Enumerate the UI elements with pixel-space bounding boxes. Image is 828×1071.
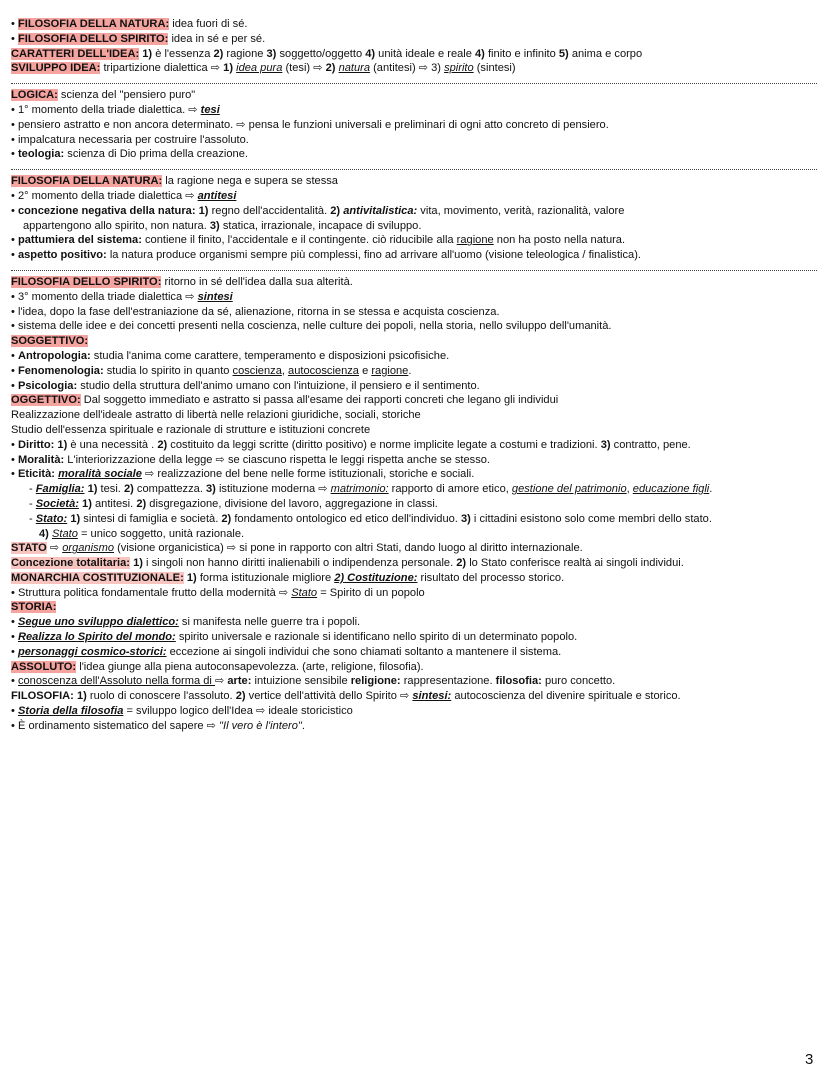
text-segment: l'idea, dopo la fase dell'estraniazione da sé, alienazione, ritorna in se stessa e acquista coscienza. [17, 305, 500, 318]
text-line [11, 600, 817, 615]
section-heading: OGGETTIVO: [11, 394, 81, 407]
list-item [11, 17, 817, 32]
section-heading: SOGGETTIVO: [11, 335, 89, 348]
emphasis-text: 2) [136, 497, 147, 510]
emphasis-text: pattumiera del sistema: [17, 234, 142, 247]
text-line [11, 527, 817, 542]
text-segment: i singoli non hanno diritti inalienabili o indipendenza personale. [142, 557, 457, 570]
emphasis-text: autocoscienza [288, 364, 359, 377]
text-segment: ⇨ [214, 675, 228, 688]
emphasis-text: 3) [600, 438, 611, 451]
list-item [11, 379, 817, 394]
list-item [11, 467, 817, 482]
text-segment: scienza del "pensiero puro" [57, 89, 196, 102]
emphasis-text: 3) [209, 219, 220, 232]
text-segment: , [626, 483, 633, 496]
text-segment: Dal soggetto immediato e astratto si passa all'esame dei rapporti concreti che legano gli individui [80, 394, 559, 407]
text-segment: pensiero astratto e non ancora determinato. ⇨ pensa le funzioni universali e preliminari di ogni atto concreto di pensiero. [17, 118, 609, 131]
list-item [11, 645, 817, 660]
text-segment: 1° momento della triade dialettica. ⇨ [17, 103, 201, 116]
text-segment: spirito universale e razionale si identificano nello spirito di un determinato popolo. [175, 631, 578, 644]
text-segment: soggetto/oggetto [276, 47, 366, 60]
section-heading: FILOSOFIA DELLA NATURA: [17, 18, 170, 30]
text-segment: risultato del processo storico. [417, 571, 565, 584]
bullet: • [11, 305, 18, 318]
text-line [11, 408, 817, 423]
emphasis-text: 2) [157, 438, 168, 451]
section-heading: FILOSOFIA DELLO SPIRITO: [11, 275, 162, 288]
text-segment: = Spirito di un popolo [317, 586, 425, 599]
emphasis-text: 4) [39, 527, 49, 540]
text-segment: sintesi di famiglia e società. [80, 512, 222, 525]
list-item [11, 497, 817, 512]
bullet: • [11, 438, 18, 451]
emphasis-text: arte: [227, 675, 252, 688]
emphasis-text: 2) [325, 62, 336, 75]
text-line [11, 174, 817, 189]
emphasis-text: 1) [142, 47, 153, 60]
list-item [11, 248, 817, 263]
text-segment: 2° momento della triade dialettica ⇨ [17, 189, 198, 202]
emphasis-text: 1) [223, 62, 234, 75]
bullet: • [11, 204, 18, 217]
text-segment: idea in sé e per sé. [168, 32, 266, 45]
section-heading: STORIA: [11, 601, 57, 614]
emphasis-text: organismo [62, 542, 115, 555]
text-segment: statica, irrazionale, incapace di sviluppo. [219, 219, 422, 232]
list-item [11, 319, 817, 334]
dotted-separator [11, 163, 817, 170]
text-segment: appartengono allo spirito, non natura. [23, 219, 210, 232]
list-item [11, 204, 817, 219]
text-segment: Realizzazione dell'ideale astratto di libertà nelle relazioni giuridiche, sociali, storiche [11, 409, 421, 422]
emphasis-text: sintesi: [412, 690, 452, 703]
emphasis-text: Eticità: [17, 468, 55, 481]
emphasis-text: Segue uno sviluppo dialettico: [17, 616, 179, 629]
text-segment: . [709, 483, 713, 496]
emphasis-text: Antropologia: [17, 349, 91, 362]
emphasis-text: personaggi cosmico-storici: [17, 645, 167, 658]
emphasis-text: Fenomenologia: [17, 364, 104, 377]
text-segment: = unico soggetto, unità razionale. [77, 527, 245, 540]
list-item [11, 133, 817, 148]
list-item [11, 32, 817, 47]
bullet: • [11, 719, 18, 732]
emphasis-text: "Il vero è l'intero" [219, 719, 302, 732]
list-item [11, 674, 817, 689]
list-item [11, 512, 817, 527]
list-item [11, 615, 817, 630]
text-line [11, 660, 817, 675]
list-item [11, 586, 817, 601]
bullet: • [11, 234, 18, 247]
text-segment: autocoscienza del divenire spirituale e storico. [451, 690, 681, 703]
bullet: • [11, 249, 18, 262]
text-segment: contratto, pene. [610, 438, 691, 451]
bullet: • [11, 453, 18, 466]
emphasis-text: Moralità: [17, 453, 65, 466]
dotted-separator [11, 264, 817, 271]
list-item [11, 147, 817, 162]
text-segment: antitesi. [91, 497, 137, 510]
text-segment: scienza di Dio prima della creazione. [64, 148, 248, 161]
text-segment: , [281, 364, 289, 377]
bullet: • [11, 379, 18, 392]
text-segment: (tesi) ⇨ [282, 62, 326, 75]
bullet: - [29, 497, 36, 510]
bullet: • [11, 118, 18, 131]
emphasis-text: 4) [365, 47, 376, 60]
text-line [11, 423, 817, 438]
text-segment: anima e corpo [568, 47, 643, 60]
emphasis-text: 1) [57, 438, 68, 451]
text-segment: studia lo spirito in quanto [103, 364, 233, 377]
text-segment: studio della struttura dell'animo umano con l'intuizione, il pensiero e il sentimento. [77, 379, 480, 392]
list-item [11, 290, 817, 305]
text-segment: costituito da leggi scritte (diritto positivo) e norme implicite legate a costumi e tradizioni. [167, 438, 601, 451]
text-segment: fondamento ontologico ed etico dell'individuo. [231, 512, 461, 525]
text-segment: eccezione ai singoli individui che sono chiamati soltanto a mantenere il sistema. [166, 645, 562, 658]
emphasis-text: Storia della filosofia [17, 705, 124, 718]
text-segment: È ordinamento sistematico del sapere ⇨ [17, 719, 220, 732]
text-segment: 3° momento della triade dialettica ⇨ [17, 290, 198, 303]
text-segment: vita, movimento, verità, razionalità, valore [417, 204, 625, 217]
emphasis-text: aspetto positivo: [17, 249, 107, 262]
list-item [11, 630, 817, 645]
bullet: - [29, 483, 36, 496]
text-segment: intuizione sensibile [251, 675, 351, 688]
emphasis-text: ragione [456, 234, 494, 247]
text-segment: forma istituzionale migliore [196, 571, 335, 584]
emphasis-text: 2) [456, 557, 467, 570]
bullet: • [11, 631, 18, 644]
emphasis-text: antitesi [197, 189, 237, 202]
text-segment: studia l'anima come carattere, temperamento e disposizioni psicofisiche. [90, 349, 450, 362]
text-segment: e [358, 364, 372, 377]
emphasis-text: concezione negativa della natura: [17, 204, 196, 217]
bullet: • [11, 705, 18, 718]
list-item [11, 189, 817, 204]
bullet: • [11, 148, 18, 161]
emphasis-text: spirito [444, 62, 474, 75]
bullet: • [11, 349, 18, 362]
emphasis-text: 3) [266, 47, 277, 60]
text-segment: ruolo di conoscere l'assoluto. [86, 690, 236, 703]
text-line [11, 556, 817, 571]
emphasis-text: educazione figli [632, 483, 710, 496]
section-heading: LOGICA: [11, 89, 58, 102]
text-line [11, 47, 817, 62]
text-segment: contiene il finito, l'accidentale e il contingente. ciò riducibile alla [141, 234, 457, 247]
text-segment: disgregazione, divisione del lavoro, aggregazione in classi. [146, 497, 438, 510]
text-segment: ⇨ [46, 542, 63, 555]
emphasis-text: 2) [330, 204, 341, 217]
section-heading: SVILUPPO IDEA: [11, 62, 101, 75]
emphasis-text: religione: [350, 675, 401, 688]
emphasis-text: natura [338, 62, 371, 75]
emphasis-text: 1) [87, 483, 98, 496]
bullet: • [11, 645, 18, 658]
emphasis-text: 2) Costituzione: [334, 571, 418, 584]
section-heading: MONARCHIA COSTITUZIONALE: [11, 571, 184, 584]
text-segment: compattezza. [133, 483, 206, 496]
emphasis-text: Stato: [35, 512, 68, 525]
emphasis-text: sintesi [197, 290, 233, 303]
text-line [11, 275, 817, 290]
emphasis-text: moralità sociale [58, 468, 142, 481]
emphasis-text: Psicologia: [17, 379, 78, 392]
list-item [11, 233, 817, 248]
list-item [11, 305, 817, 320]
bullet: • [11, 320, 18, 333]
emphasis-text: 1) [70, 512, 81, 525]
text-segment: puro concetto. [541, 675, 616, 688]
bullet: - [29, 512, 36, 525]
emphasis-text: Stato [51, 527, 78, 540]
bullet: • [11, 468, 18, 481]
text-segment: la ragione nega e supera se stessa [162, 175, 338, 188]
text-line [11, 219, 817, 234]
emphasis-text: FILOSOFIA: [11, 690, 74, 703]
bullet: • [11, 103, 18, 116]
bullet: • [11, 133, 18, 146]
text-segment: unità ideale e reale [375, 47, 476, 60]
section-heading: FILOSOFIA DELLA NATURA: [11, 175, 163, 188]
text-segment: si manifesta nelle guerre tra i popoli. [178, 616, 361, 629]
text-segment: vertice dell'attività dello Spirito ⇨ [245, 690, 413, 703]
list-item [11, 453, 817, 468]
emphasis-text: 1) [133, 557, 143, 570]
section-heading: ASSOLUTO: [11, 660, 77, 673]
bullet: • [11, 616, 18, 629]
text-segment: lo Stato conferisce realtà ai singoli individui. [466, 557, 684, 570]
section-heading: STATO [11, 542, 47, 555]
text-segment: istituzione moderna ⇨ [215, 483, 331, 496]
emphasis-text: tesi [200, 103, 220, 116]
text-segment: rappresentazione. [400, 675, 496, 688]
text-segment: non ha posto nella natura. [493, 234, 626, 247]
bullet: • [11, 586, 18, 599]
text-segment: ragione [223, 47, 267, 60]
emphasis-text: 3) [460, 512, 471, 525]
text-segment: è l'essenza [152, 47, 214, 60]
text-line [11, 61, 817, 76]
emphasis-text: 1) [82, 497, 92, 510]
emphasis-text: 3) [206, 483, 216, 496]
text-segment: ritorno in sé dell'idea dalla sua alterità. [161, 275, 353, 288]
text-segment: idea fuori di sé. [169, 18, 248, 30]
text-segment: . [301, 719, 305, 732]
emphasis-text: 4) [475, 47, 485, 60]
emphasis-text: ragione [371, 364, 409, 377]
dotted-separator [11, 77, 817, 84]
text-segment: L'interiorizzazione della legge ⇨ se ciascuno rispetta le leggi rispetta anche se stesso. [64, 453, 491, 466]
section-heading: Concezione totalitaria: [11, 557, 130, 570]
bullet: • [11, 18, 18, 30]
text-segment: sistema delle idee e dei concetti presenti nella coscienza, nelle culture dei popoli, nella storia, nello sviluppo dell'umanità. [17, 320, 612, 333]
list-item [11, 103, 817, 118]
text-segment: è una necessità . [67, 438, 158, 451]
text-segment: rapporto di amore etico, [388, 483, 512, 496]
text-segment: Studio dell'essenza spirituale e razionale di strutture e istituzioni concrete [11, 423, 371, 436]
emphasis-text: Famiglia: [35, 483, 85, 496]
page-number: 3 [805, 1051, 814, 1068]
emphasis-text: teologia: [17, 148, 65, 161]
text-segment: (visione organicistica) ⇨ si pone in rapporto con altri Stati, dando luogo al diritto internazionale. [114, 542, 583, 555]
bullet: • [11, 290, 18, 303]
text-line [11, 541, 817, 556]
notes-content [11, 17, 817, 734]
list-item [11, 482, 817, 497]
emphasis-text: antivitalistica: [343, 204, 418, 217]
list-item [11, 349, 817, 364]
text-segment: l'idea giunge alla piena autoconsapevolezza. (arte, religione, filosofia). [76, 660, 424, 673]
emphasis-text: filosofia: [495, 675, 542, 688]
text-segment: finito e infinito [484, 47, 559, 60]
emphasis-text: Diritto: [17, 438, 55, 451]
list-item [11, 438, 817, 453]
text-segment: (antitesi) ⇨ 3) [370, 62, 445, 75]
emphasis-text: 1) [76, 690, 87, 703]
text-segment: tripartizione dialettica ⇨ [100, 62, 224, 75]
emphasis-text: 1) [198, 204, 209, 217]
emphasis-text: Società: [35, 497, 79, 510]
text-line [11, 689, 817, 704]
text-segment: impalcatura necessaria per costruire l'assoluto. [17, 133, 249, 146]
text-line [11, 88, 817, 103]
list-item [11, 704, 817, 719]
text-segment: i cittadini esistono solo come membri dello stato. [470, 512, 712, 525]
list-item [11, 118, 817, 133]
text-segment: = sviluppo logico dell'Idea ⇨ ideale storicistico [123, 705, 353, 718]
emphasis-text: conoscenza dell'Assoluto nella forma di [17, 675, 215, 688]
text-segment: (sintesi) [473, 62, 516, 75]
emphasis-text: 1) [186, 571, 197, 584]
section-heading: CARATTERI DELL'IDEA: [11, 47, 140, 60]
emphasis-text: idea pura [236, 62, 283, 75]
emphasis-text: 2) [213, 47, 224, 60]
emphasis-text: Realizza lo Spirito del mondo: [17, 631, 176, 644]
emphasis-text: 2) [221, 512, 232, 525]
list-item [11, 364, 817, 379]
emphasis-text: gestione del patrimonio [511, 483, 627, 496]
emphasis-text: matrimonio: [330, 483, 389, 496]
emphasis-text: 5) [558, 47, 569, 60]
bullet: • [11, 189, 18, 202]
emphasis-text: 2) [123, 483, 134, 496]
bullet: • [11, 364, 18, 377]
emphasis-text: 2) [235, 690, 246, 703]
bullet: • [11, 675, 18, 688]
text-segment: Struttura politica fondamentale frutto della modernità ⇨ [17, 586, 292, 599]
text-segment: regno dell'accidentalità. [208, 204, 331, 217]
list-item [11, 719, 817, 734]
text-line [11, 393, 817, 408]
emphasis-text: coscienza [232, 364, 282, 377]
text-segment: la natura produce organismi sempre più complessi, fino ad arrivare all'uomo (visione teleologica / finalistica). [106, 249, 641, 262]
text-line [11, 334, 817, 349]
section-heading: FILOSOFIA DELLO SPIRITO: [17, 32, 169, 45]
text-segment: tesi. [97, 483, 124, 496]
bullet: • [11, 32, 18, 45]
text-segment: . [408, 364, 412, 377]
text-segment: ⇨ realizzazione del bene nelle forme istituzionali, storiche e sociali. [141, 468, 475, 481]
emphasis-text: Stato [291, 586, 318, 599]
text-line [11, 571, 817, 586]
